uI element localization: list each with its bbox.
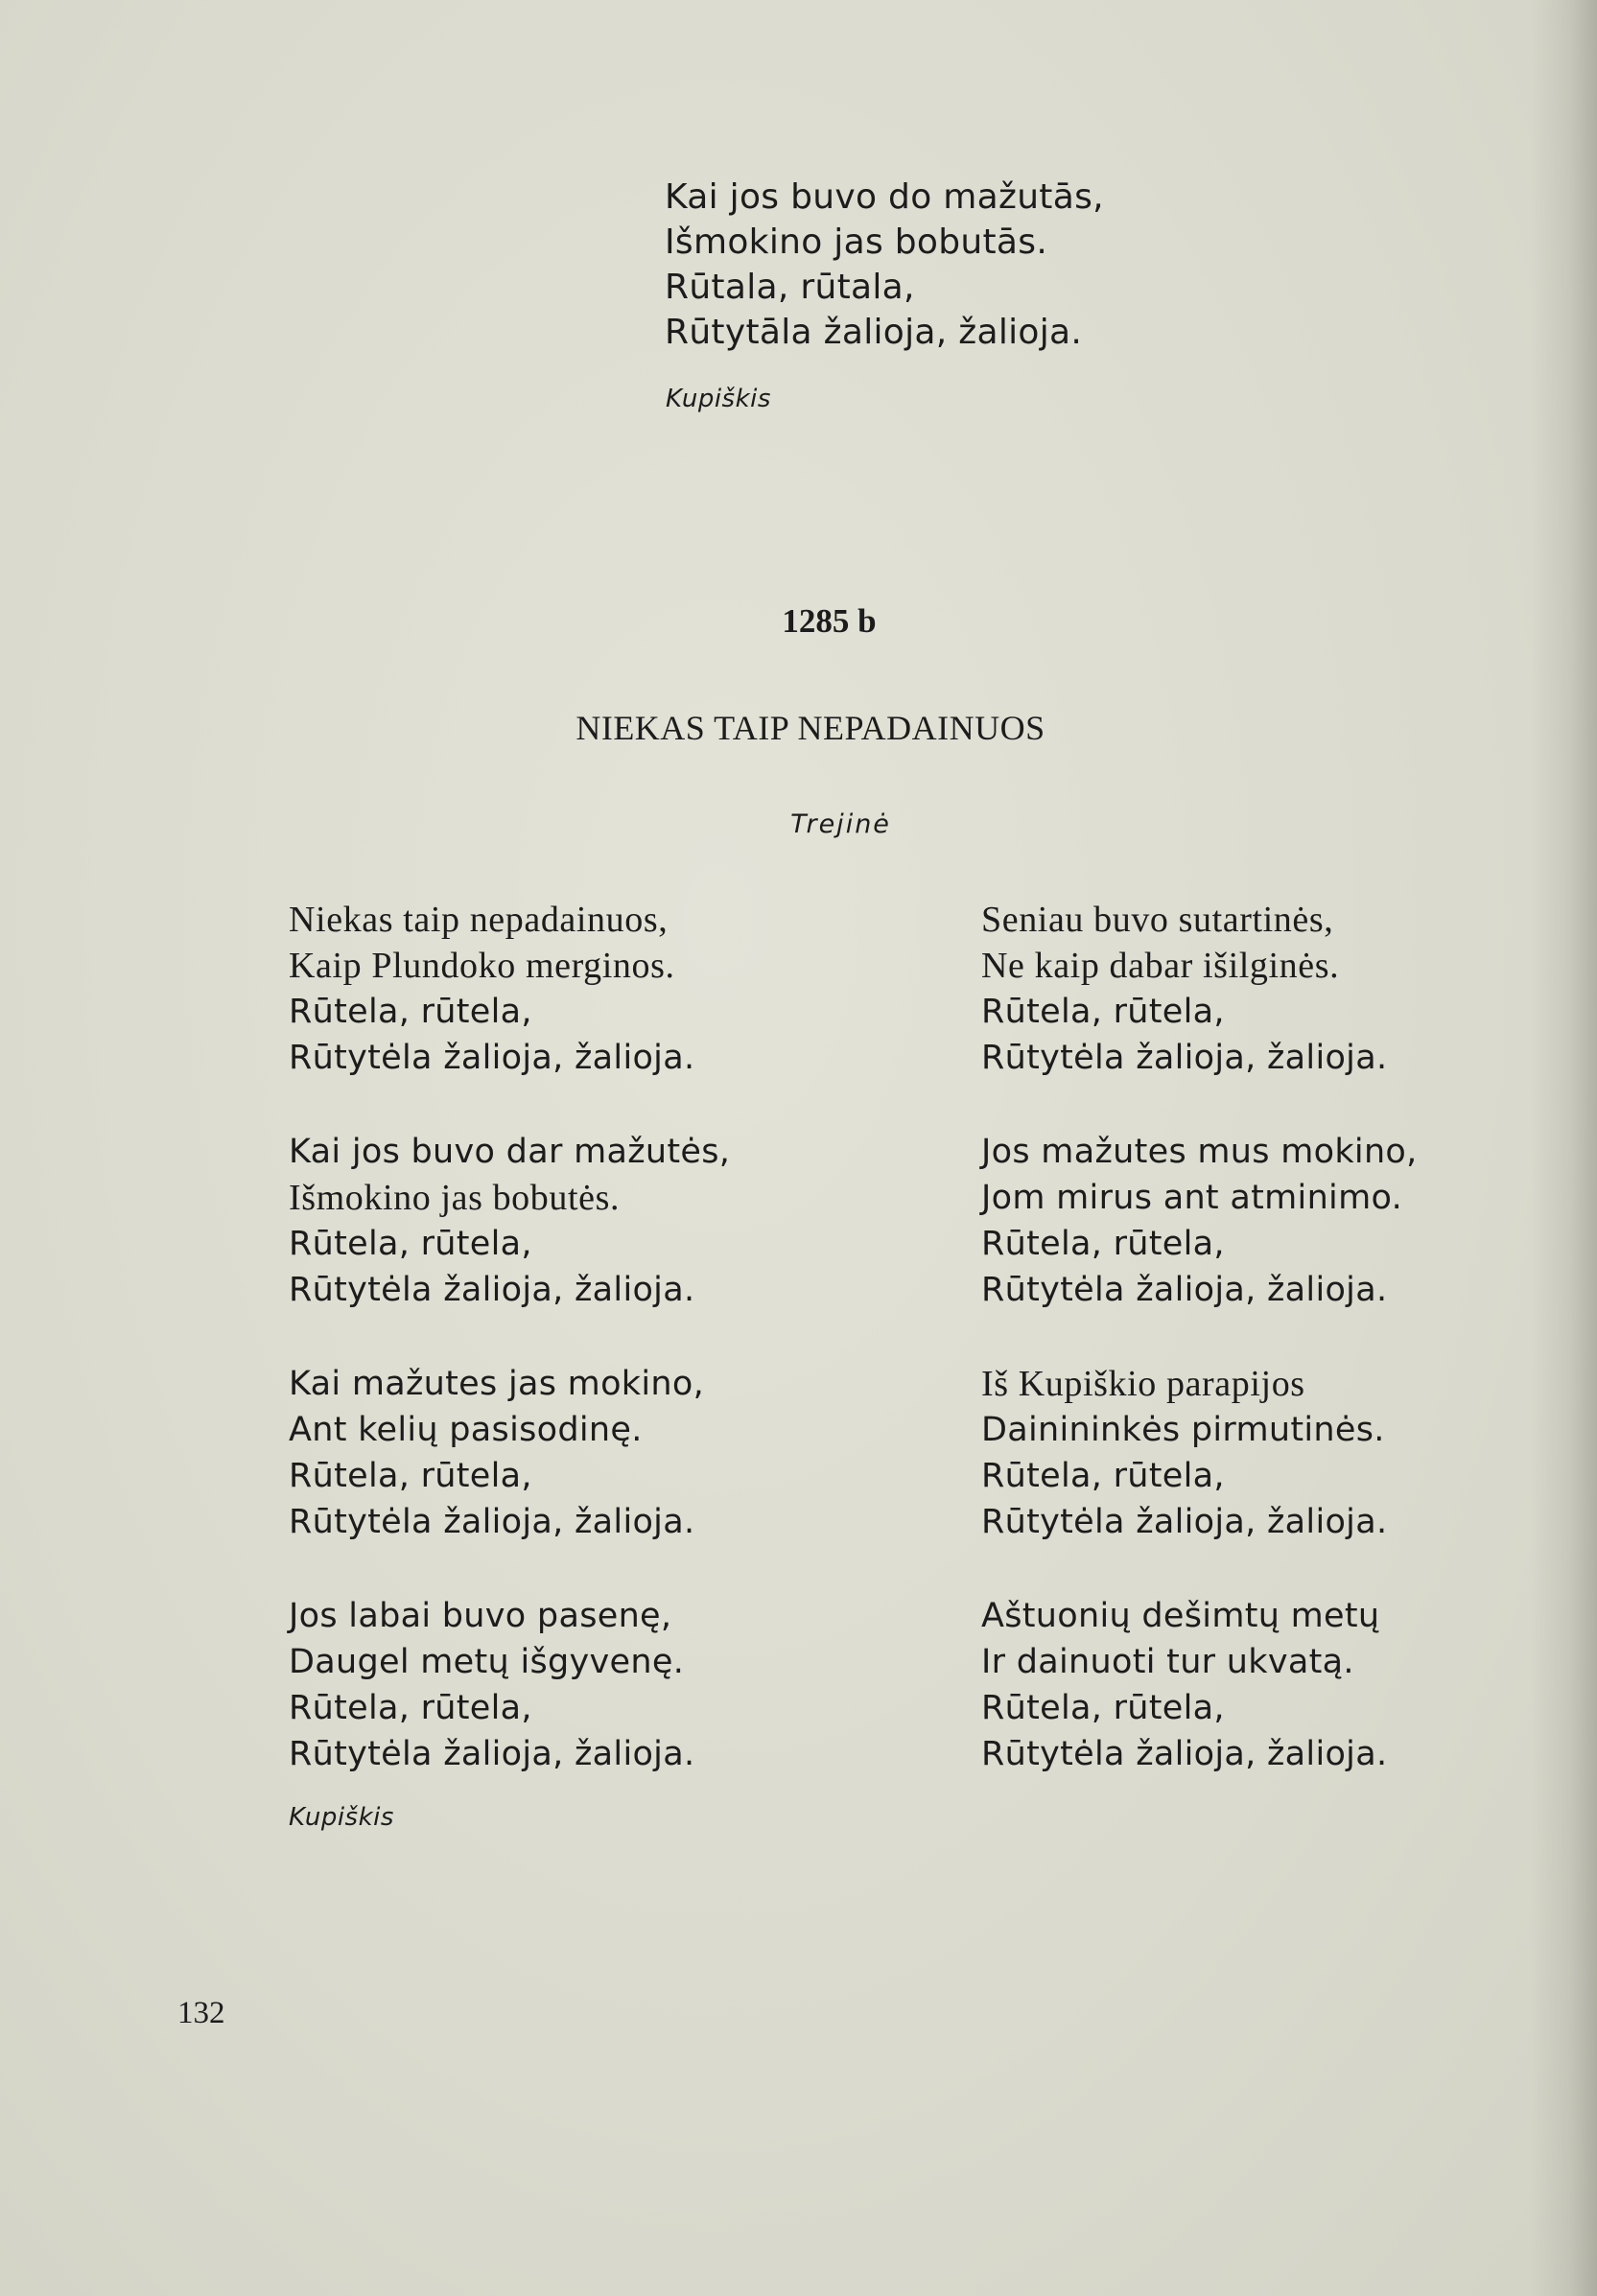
stanza-line: Rūtytėla žalioja, žalioja. — [981, 1039, 1388, 1077]
stanza-line: Aštuonių dešimtų metų — [981, 1597, 1380, 1635]
song-title: NIEKAS TAIP NEPADAINUOS — [575, 709, 1045, 747]
stanza-line: Jom mirus ant atminimo. — [981, 1179, 1402, 1217]
stanza-line: Rūtala, rūtala, — [665, 268, 915, 307]
stanza-line: Rūtytėla žalioja, žalioja. — [289, 1271, 695, 1309]
stanza-line: Rūtela, rūtela, — [981, 1225, 1225, 1263]
stanza-line: Jos labai buvo pasenę, — [289, 1597, 672, 1635]
stanza-line: Daugel metų išgyvenę. — [289, 1643, 685, 1681]
stanza-line: Rūtytėla žalioja, žalioja. — [981, 1271, 1388, 1309]
stanza-line: Rūtytėla žalioja, žalioja. — [289, 1735, 695, 1773]
stanza-line: Rūtytėla žalioja, žalioja. — [981, 1503, 1388, 1541]
stanza-line: Iš Kupiškio parapijos — [981, 1364, 1305, 1404]
place-note-top: Kupiškis — [666, 385, 771, 413]
stanza-line: Ne kaip dabar išilginės. — [981, 946, 1340, 986]
stanza-line: Kaip Plundoko merginos. — [289, 946, 675, 986]
top-stanza — [665, 175, 1336, 355]
left-column — [289, 897, 883, 1825]
stanza-line: Kai jos buvo dar mažutės, — [289, 1133, 731, 1171]
stanza-line: Dainininkės pirmutinės. — [981, 1411, 1385, 1449]
stanza-line: Rūtytėla žalioja, žalioja. — [981, 1735, 1388, 1773]
stanza-line: Rūtela, rūtela, — [289, 1225, 532, 1263]
song-number: 1285 b — [782, 602, 877, 640]
song-type: Trejinė — [790, 809, 891, 839]
stanza-line: Išmokino jas bobutās. — [665, 223, 1048, 262]
page-number: 132 — [177, 1996, 225, 2030]
stanza-line: Seniau buvo sutartinės, — [981, 900, 1334, 940]
stanza-line: Rūtela, rūtela, — [289, 993, 532, 1031]
stanza-line: Rūtela, rūtela, — [289, 1457, 532, 1495]
stanza-line: Rūtela, rūtela, — [981, 1689, 1225, 1727]
stanza — [289, 1129, 883, 1361]
stanza-line: Rūtytėla žalioja, žalioja. — [289, 1039, 695, 1077]
place-note-bottom: Kupiškis — [289, 1803, 394, 1832]
stanza-line: Rūtela, rūtela, — [981, 1457, 1225, 1495]
stanza-line: Išmokino jas bobutės. — [289, 1178, 621, 1218]
stanza — [981, 1361, 1576, 1593]
right-column — [981, 897, 1576, 1825]
stanza-line: Kai jos buvo do mažutās, — [665, 177, 1104, 217]
stanza — [981, 1129, 1576, 1361]
stanza-line: Niekas taip nepadainuos, — [289, 900, 669, 940]
stanza-line: Ir dainuoti tur ukvatą. — [981, 1643, 1354, 1681]
stanza — [981, 897, 1576, 1129]
stanza — [289, 1361, 883, 1593]
stanza-line: Jos mažutes mus mokino, — [981, 1133, 1418, 1171]
stanza-line: Rūtela, rūtela, — [289, 1689, 532, 1727]
stanza-line: Ant kelių pasisodinę. — [289, 1411, 643, 1449]
stanza — [981, 1593, 1576, 1825]
stanza-line: Rūtytāla žalioja, žalioja. — [665, 313, 1083, 352]
stanza-line: Rūtela, rūtela, — [981, 993, 1225, 1031]
stanza — [289, 1593, 883, 1825]
stanza-line: Kai mažutes jas mokino, — [289, 1365, 705, 1403]
stanza-line: Rūtytėla žalioja, žalioja. — [289, 1503, 695, 1541]
stanza — [289, 897, 883, 1129]
